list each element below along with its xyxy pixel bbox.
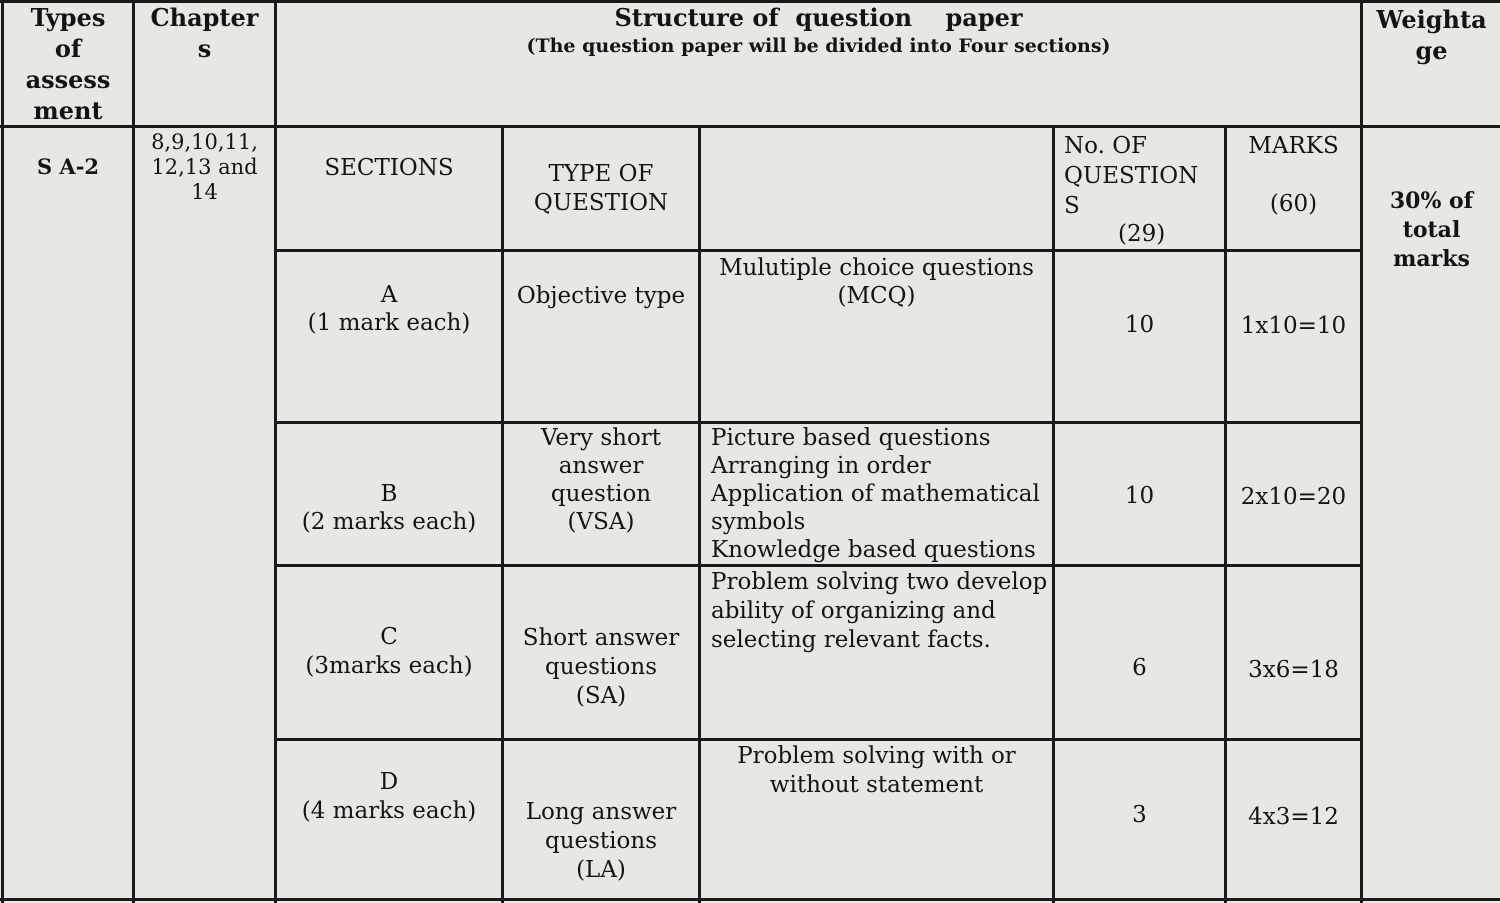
row-line-4 bbox=[276, 738, 1362, 741]
count-c: 6 bbox=[1132, 655, 1147, 681]
col-divider-description bbox=[1052, 127, 1055, 903]
description-d: Problem solving with or without statement bbox=[737, 743, 1016, 798]
section-c: C (3marks each) bbox=[305, 624, 473, 679]
assessment-type: S A-2 bbox=[36, 154, 100, 179]
col-header-type: TYPE OF QUESTION bbox=[533, 161, 669, 216]
marks-c: 3x6=18 bbox=[1248, 657, 1339, 683]
count-b: 10 bbox=[1124, 483, 1155, 509]
col-divider-count bbox=[1224, 127, 1227, 903]
marks-a: 1x10=10 bbox=[1240, 313, 1347, 339]
col-header-marks: MARKS (60) bbox=[1248, 133, 1339, 217]
row-line-1 bbox=[276, 249, 1362, 252]
structure-title: Structure of question paper bbox=[614, 3, 1023, 32]
header-types: Types of assess ment bbox=[25, 3, 111, 125]
structure-subtitle: (The question paper will be divided into Four sections) bbox=[526, 35, 1111, 57]
marks-b: 2x10=20 bbox=[1240, 484, 1347, 510]
marks-d: 4x3=12 bbox=[1248, 804, 1339, 830]
type-c: Short answer questions (SA) bbox=[522, 625, 680, 709]
description-b: Picture based questions Arranging in order Application of mathematical symbols Knowledge based questions bbox=[711, 425, 1040, 563]
type-b: Very short answer question (VSA) bbox=[540, 425, 662, 535]
type-d: Long answer questions (LA) bbox=[525, 799, 677, 883]
header-weightage: Weighta ge bbox=[1376, 5, 1487, 65]
section-a: A (1 mark each) bbox=[307, 282, 471, 336]
type-a: Objective type bbox=[516, 283, 686, 309]
description-a: Mulutiple choice questions (MCQ) bbox=[719, 255, 1034, 309]
col-header-sections: SECTIONS bbox=[324, 155, 454, 181]
row-line-3 bbox=[276, 564, 1362, 567]
count-d: 3 bbox=[1132, 802, 1147, 828]
left-border bbox=[1, 0, 4, 903]
count-a: 10 bbox=[1124, 312, 1155, 338]
assessment-weightage: 30% of total marks bbox=[1389, 188, 1474, 272]
section-d: D (4 marks each) bbox=[301, 769, 477, 824]
header-chapters: Chapter s bbox=[150, 3, 259, 63]
assessment-chapters: 8,9,10,11, 12,13 and 14 bbox=[151, 130, 258, 204]
header-bottom-line bbox=[0, 125, 1500, 128]
bottom-border bbox=[0, 898, 1500, 901]
col-divider-weightage bbox=[1360, 0, 1363, 903]
col-header-count: No. OF QUESTION S (29) bbox=[1064, 133, 1199, 247]
description-c: Problem solving two develop ability of organizing and selecting relevant facts. bbox=[711, 569, 1048, 653]
section-b: B (2 marks each) bbox=[301, 481, 477, 535]
header-structure bbox=[277, 2, 1360, 59]
